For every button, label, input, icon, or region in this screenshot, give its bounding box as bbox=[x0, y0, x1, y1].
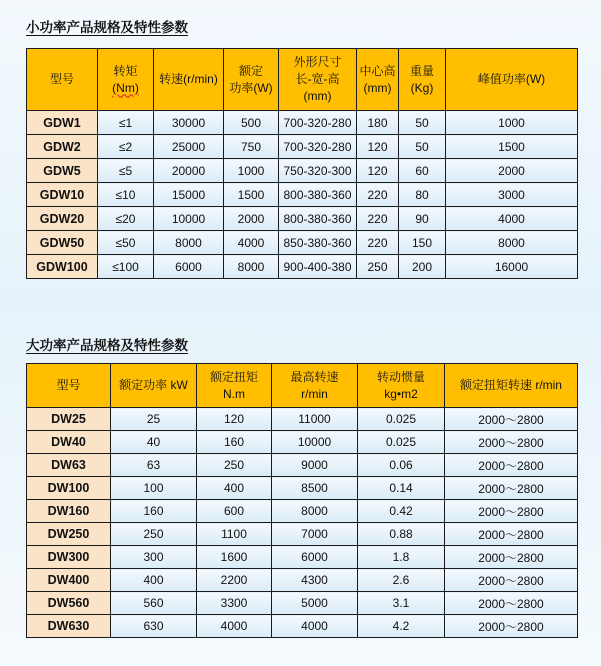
weight-cell: 200 bbox=[399, 255, 446, 279]
power-cell: 25 bbox=[111, 408, 197, 431]
torque-cell: ≤100 bbox=[98, 255, 154, 279]
torque-cell: ≤50 bbox=[98, 231, 154, 255]
torque-cell: ≤2 bbox=[98, 135, 154, 159]
table-row bbox=[27, 454, 578, 477]
torque-cell: ≤20 bbox=[98, 207, 154, 231]
speed-cell: 6000 bbox=[154, 255, 224, 279]
center-height-cell: 220 bbox=[357, 231, 399, 255]
rated-speed-cell: 2000～2800 bbox=[445, 615, 578, 638]
dimensions-cell: 700-320-280 bbox=[279, 111, 357, 135]
table-row bbox=[27, 569, 578, 592]
peak-power-cell: 16000 bbox=[446, 255, 578, 279]
header-rated-power: 额定功率 kW bbox=[111, 364, 197, 408]
table-row bbox=[27, 255, 578, 279]
speed-cell: 25000 bbox=[154, 135, 224, 159]
header-rated-torque-speed: 额定扭矩转速 r/min bbox=[445, 364, 578, 408]
power-cell: 250 bbox=[111, 523, 197, 546]
power-cell: 400 bbox=[111, 569, 197, 592]
table-row bbox=[27, 477, 578, 500]
inertia-cell: 0.88 bbox=[358, 523, 445, 546]
speed-cell: 15000 bbox=[154, 183, 224, 207]
model-cell: DW63 bbox=[27, 454, 111, 477]
small-power-title: 小功率产品规格及特性参数 bbox=[26, 20, 188, 35]
rated-speed-cell: 2000～2800 bbox=[445, 592, 578, 615]
header-weight: 重量 (Kg) bbox=[399, 49, 446, 111]
table-row bbox=[27, 159, 578, 183]
table-row bbox=[27, 135, 578, 159]
center-height-cell: 180 bbox=[357, 111, 399, 135]
dimensions-cell: 900-400-380 bbox=[279, 255, 357, 279]
small-power-spec-table bbox=[26, 48, 578, 279]
table-row bbox=[27, 500, 578, 523]
center-height-cell: 120 bbox=[357, 135, 399, 159]
model-cell: GDW2 bbox=[27, 135, 98, 159]
power-cell: 8000 bbox=[224, 255, 279, 279]
table-row bbox=[27, 431, 578, 454]
header-peak-power: 峰值功率(W) bbox=[446, 49, 578, 111]
inertia-cell: 0.025 bbox=[358, 408, 445, 431]
torque-cell: ≤10 bbox=[98, 183, 154, 207]
torque-cell: 1100 bbox=[197, 523, 272, 546]
model-cell: DW250 bbox=[27, 523, 111, 546]
power-cell: 4000 bbox=[224, 231, 279, 255]
max-speed-cell: 4300 bbox=[272, 569, 358, 592]
rated-speed-cell: 2000～2800 bbox=[445, 431, 578, 454]
inertia-cell: 0.42 bbox=[358, 500, 445, 523]
model-cell: GDW10 bbox=[27, 183, 98, 207]
header-rated-power: 额定 功率(W) bbox=[224, 49, 279, 111]
max-speed-cell: 8500 bbox=[272, 477, 358, 500]
weight-cell: 50 bbox=[399, 135, 446, 159]
inertia-cell: 2.6 bbox=[358, 569, 445, 592]
header-rated-torque: 额定扭矩 N.m bbox=[197, 364, 272, 408]
power-cell: 100 bbox=[111, 477, 197, 500]
weight-cell: 150 bbox=[399, 231, 446, 255]
peak-power-cell: 8000 bbox=[446, 231, 578, 255]
max-speed-cell: 4000 bbox=[272, 615, 358, 638]
power-cell: 750 bbox=[224, 135, 279, 159]
table-header-row bbox=[27, 364, 578, 408]
inertia-cell: 0.14 bbox=[358, 477, 445, 500]
torque-cell: 250 bbox=[197, 454, 272, 477]
dimensions-cell: 850-380-360 bbox=[279, 231, 357, 255]
dimensions-cell: 750-320-300 bbox=[279, 159, 357, 183]
model-cell: DW25 bbox=[27, 408, 111, 431]
speed-cell: 20000 bbox=[154, 159, 224, 183]
model-cell: DW560 bbox=[27, 592, 111, 615]
power-cell: 160 bbox=[111, 500, 197, 523]
rated-speed-cell: 2000～2800 bbox=[445, 569, 578, 592]
table-row bbox=[27, 111, 578, 135]
speed-cell: 10000 bbox=[154, 207, 224, 231]
model-cell: DW630 bbox=[27, 615, 111, 638]
torque-cell: 4000 bbox=[197, 615, 272, 638]
rated-speed-cell: 2000～2800 bbox=[445, 500, 578, 523]
header-max-speed: 最高转速 r/min bbox=[272, 364, 358, 408]
power-cell: 1000 bbox=[224, 159, 279, 183]
inertia-cell: 4.2 bbox=[358, 615, 445, 638]
header-inertia: 转动惯量 kg•m2 bbox=[358, 364, 445, 408]
model-cell: GDW100 bbox=[27, 255, 98, 279]
large-power-title: 大功率产品规格及特性参数 bbox=[26, 338, 188, 353]
peak-power-cell: 3000 bbox=[446, 183, 578, 207]
table-header-row bbox=[27, 49, 578, 111]
power-cell: 40 bbox=[111, 431, 197, 454]
torque-cell: 160 bbox=[197, 431, 272, 454]
rated-speed-cell: 2000～2800 bbox=[445, 477, 578, 500]
table-row bbox=[27, 207, 578, 231]
peak-power-cell: 2000 bbox=[446, 159, 578, 183]
torque-cell: ≤5 bbox=[98, 159, 154, 183]
table-row bbox=[27, 615, 578, 638]
weight-cell: 80 bbox=[399, 183, 446, 207]
header-torque: 转矩 (Nm) bbox=[98, 49, 154, 111]
center-height-cell: 120 bbox=[357, 159, 399, 183]
inertia-cell: 0.06 bbox=[358, 454, 445, 477]
model-cell: DW100 bbox=[27, 477, 111, 500]
torque-cell: 400 bbox=[197, 477, 272, 500]
inertia-cell: 0.025 bbox=[358, 431, 445, 454]
dimensions-cell: 800-380-360 bbox=[279, 207, 357, 231]
large-power-spec-table bbox=[26, 363, 578, 638]
torque-cell: 3300 bbox=[197, 592, 272, 615]
inertia-cell: 3.1 bbox=[358, 592, 445, 615]
max-speed-cell: 10000 bbox=[272, 431, 358, 454]
header-dimensions: 外形尺寸 长-宽-高 (mm) bbox=[279, 49, 357, 111]
torque-cell: 120 bbox=[197, 408, 272, 431]
model-cell: GDW1 bbox=[27, 111, 98, 135]
torque-cell: 1600 bbox=[197, 546, 272, 569]
dimensions-cell: 800-380-360 bbox=[279, 183, 357, 207]
speed-cell: 30000 bbox=[154, 111, 224, 135]
weight-cell: 50 bbox=[399, 111, 446, 135]
model-cell: DW400 bbox=[27, 569, 111, 592]
model-cell: GDW5 bbox=[27, 159, 98, 183]
peak-power-cell: 1000 bbox=[446, 111, 578, 135]
max-speed-cell: 8000 bbox=[272, 500, 358, 523]
torque-cell: 2200 bbox=[197, 569, 272, 592]
max-speed-cell: 5000 bbox=[272, 592, 358, 615]
max-speed-cell: 9000 bbox=[272, 454, 358, 477]
header-model: 型号 bbox=[27, 49, 98, 111]
weight-cell: 60 bbox=[399, 159, 446, 183]
table-row bbox=[27, 546, 578, 569]
torque-cell: 600 bbox=[197, 500, 272, 523]
power-cell: 2000 bbox=[224, 207, 279, 231]
table-row bbox=[27, 231, 578, 255]
rated-speed-cell: 2000～2800 bbox=[445, 523, 578, 546]
center-height-cell: 220 bbox=[357, 207, 399, 231]
power-cell: 560 bbox=[111, 592, 197, 615]
table-row bbox=[27, 592, 578, 615]
speed-cell: 8000 bbox=[154, 231, 224, 255]
header-speed: 转速(r/min) bbox=[154, 49, 224, 111]
table-row bbox=[27, 183, 578, 207]
torque-cell: ≤1 bbox=[98, 111, 154, 135]
peak-power-cell: 1500 bbox=[446, 135, 578, 159]
peak-power-cell: 4000 bbox=[446, 207, 578, 231]
model-cell: DW160 bbox=[27, 500, 111, 523]
table-row bbox=[27, 408, 578, 431]
power-cell: 1500 bbox=[224, 183, 279, 207]
model-cell: GDW50 bbox=[27, 231, 98, 255]
power-cell: 630 bbox=[111, 615, 197, 638]
power-cell: 500 bbox=[224, 111, 279, 135]
model-cell: DW40 bbox=[27, 431, 111, 454]
center-height-cell: 250 bbox=[357, 255, 399, 279]
model-cell: DW300 bbox=[27, 546, 111, 569]
inertia-cell: 1.8 bbox=[358, 546, 445, 569]
rated-speed-cell: 2000～2800 bbox=[445, 408, 578, 431]
rated-speed-cell: 2000～2800 bbox=[445, 546, 578, 569]
weight-cell: 90 bbox=[399, 207, 446, 231]
header-center-height: 中心高 (mm) bbox=[357, 49, 399, 111]
rated-speed-cell: 2000～2800 bbox=[445, 454, 578, 477]
max-speed-cell: 11000 bbox=[272, 408, 358, 431]
power-cell: 300 bbox=[111, 546, 197, 569]
max-speed-cell: 6000 bbox=[272, 546, 358, 569]
power-cell: 63 bbox=[111, 454, 197, 477]
model-cell: GDW20 bbox=[27, 207, 98, 231]
center-height-cell: 220 bbox=[357, 183, 399, 207]
dimensions-cell: 700-320-280 bbox=[279, 135, 357, 159]
max-speed-cell: 7000 bbox=[272, 523, 358, 546]
header-model: 型号 bbox=[27, 364, 111, 408]
table-row bbox=[27, 523, 578, 546]
